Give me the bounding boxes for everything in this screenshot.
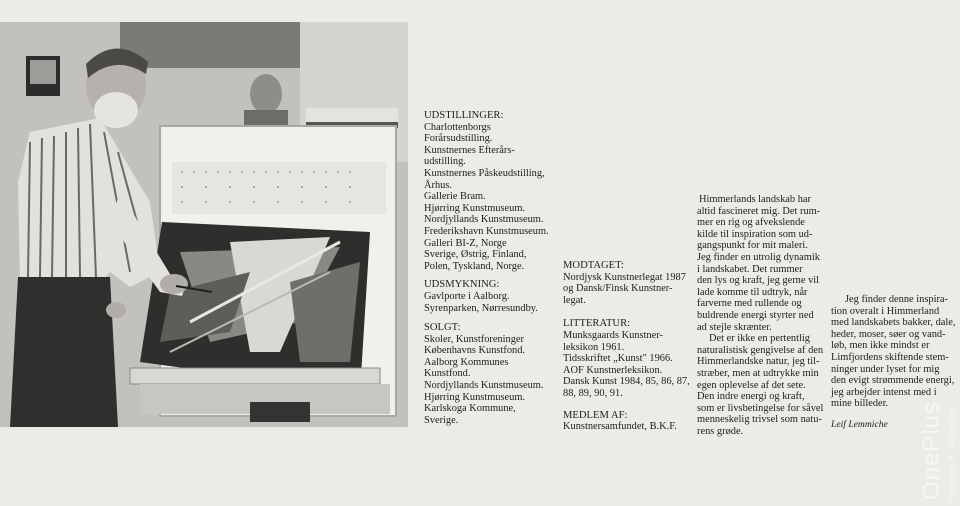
received-heading: MODTAGET: (563, 260, 625, 271)
received-line: og Dansk/Finsk Kunstner- (563, 283, 673, 295)
statement-line: Den indre energi og kraft, (697, 391, 805, 403)
statement-line: naturalistisk gengivelse af den (697, 344, 824, 356)
literature-line: 88, 89, 90, 91. (563, 387, 623, 399)
statement-line: heder, moser, søer og vand- (831, 328, 946, 340)
column-statement-1 (697, 194, 823, 437)
exhibition-line: Århus. (424, 179, 452, 191)
statement-line: gangspunkt for mit maleri. (697, 240, 808, 252)
received-line: Nordjysk Kunstnerlegat 1987 (563, 271, 686, 283)
statement-line: farverne med rullende og (697, 298, 802, 310)
literature-line: leksikon 1961. (563, 341, 625, 353)
statement-line: i landskabet. Det rummer (697, 263, 803, 275)
statement-line: ad stejle skrænter. (697, 321, 772, 333)
statement-line: den lys og kraft, jeg gerne vil (697, 275, 820, 287)
statement-line: rens grøde. (697, 425, 744, 437)
statement-line: mer en rig og afvekslende (697, 217, 805, 229)
exhibition-line: udstilling. (424, 156, 466, 168)
statement-line: med landskabets bakker, dale, (831, 317, 956, 329)
member-line: Kunstnersamfundet, B.K.F. (563, 421, 677, 433)
literature-line: Dansk Kunst 1984, 85, 86, 87, (563, 376, 690, 388)
statement-line: lade komme til udtryk, når (697, 286, 808, 298)
statement-line: den evigt strømmende energi, (831, 375, 955, 387)
sold-line: Kunstfond. (424, 368, 471, 380)
signature: Leif Lemmiche (831, 418, 888, 430)
literature-line: Tidsskriftet „Kunst" 1966. (563, 353, 673, 365)
exhibition-line: Gallerie Bram. (424, 191, 486, 203)
artist-photo-icon (0, 22, 408, 427)
statement-line: buldrende energi styrter ned (697, 309, 814, 321)
statement-line: løb, men ikke mindst er (831, 340, 930, 352)
column-received (563, 260, 690, 433)
sold-line: Karlskoga Kommune, (424, 403, 516, 415)
statement-line: kilde til inspiration som ud- (697, 228, 813, 240)
exhibition-line: Polen, Tyskland, Norge. (424, 260, 525, 272)
statement-line: Himmerlands landskab har (699, 194, 811, 205)
member-heading: MEDLEM AF: (563, 409, 628, 421)
exhibition-line: Forårsudstilling. (424, 133, 493, 145)
sold-line: Hjørring Kunstmuseum. (424, 391, 526, 403)
literature-line: AOF Kunstnerleksikon. (563, 364, 663, 376)
artist-photo (0, 22, 408, 427)
statement-line: Himmerlandske natur, jeg til- (697, 356, 820, 368)
watermark-credit: hammer B. Andersen (947, 406, 958, 500)
statement-line: Limfjordens skiftende stem- (831, 351, 949, 363)
exhibition-line: Nordjyllands Kunstmuseum. (424, 214, 544, 226)
statement-line: ninger under lyset for mig (831, 363, 940, 375)
exhibition-line: Frederikshavn Kunstmuseum. (424, 225, 549, 237)
exhibition-line: Galleri BI-Z, Norge (424, 237, 507, 249)
exhibition-line: Hjørring Kunstmuseum. (424, 202, 526, 214)
decoration-line: Gavlporte i Aalborg. (424, 290, 510, 302)
sold-line: Skoler, Kunstforeninger (424, 333, 525, 345)
statement-line: Det er ikke en pertentlig (709, 333, 810, 345)
exhibition-line: Kunstnernes Efterårs- (424, 144, 515, 156)
statement-line: altid fascineret mig. Det rum- (697, 205, 821, 217)
exhibition-line: Charlottenborgs (424, 121, 491, 133)
received-line: legat. (563, 294, 586, 306)
exhibitions-heading: UDSTILLINGER: (424, 110, 504, 121)
sold-line: Sverige. (424, 414, 459, 426)
statement-line: tion overalt i Himmerland (831, 305, 940, 317)
literature-line: Munksgaards Kunstner- (563, 329, 663, 341)
statement-line: Jeg finder en utrolig dynamik (697, 251, 820, 263)
exhibition-line: Kunstnernes Påskeudstilling, (424, 167, 545, 179)
statement-line: egen oplevelse af det sete. (697, 379, 806, 391)
statement-line: mine billeder. (831, 398, 889, 410)
decoration-heading: UDSMYKNING: (424, 279, 500, 291)
sold-line: Aalborg Kommunes (424, 356, 509, 368)
statement-line: som er livsbetingelse for såvel (697, 402, 824, 414)
literature-heading: LITTERATUR: (563, 318, 631, 330)
statement-line: menneskelig trivsel som natu- (697, 414, 822, 426)
sold-line: Nordjyllands Kunstmuseum. (424, 380, 544, 392)
statement-line: jeg arbejder intenst med i (831, 386, 937, 398)
sold-line: Københavns Kunstfond. (424, 345, 526, 357)
statement-line: Jeg finder denne inspira- (845, 294, 949, 305)
decoration-line: Syrenparken, Nørresundby. (424, 302, 538, 314)
exhibition-line: Sverige, Østrig, Finland, (424, 249, 527, 261)
watermark-brand: OnePlus (918, 400, 945, 500)
sold-heading: SOLGT: (424, 322, 461, 334)
column-exhibitions (424, 110, 549, 426)
statement-line: stræber, men at udtrykke min (697, 367, 819, 379)
